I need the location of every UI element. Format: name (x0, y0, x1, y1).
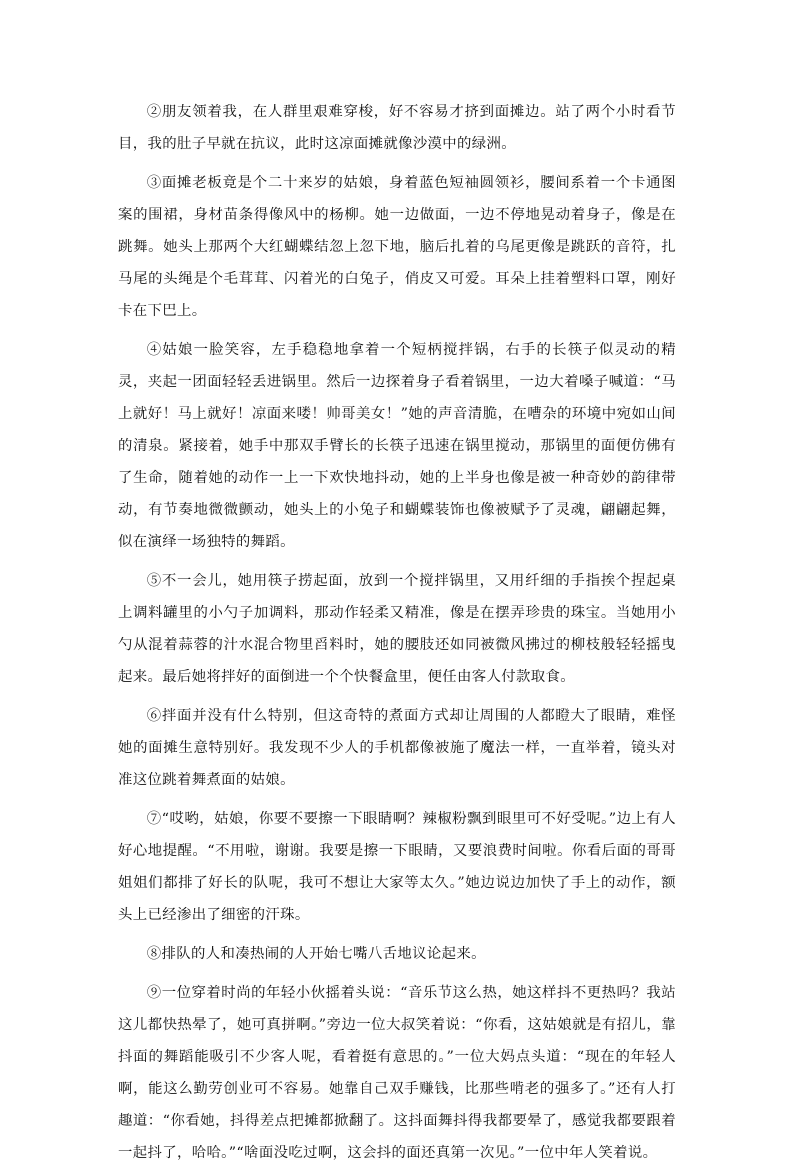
paragraph-8: ⑧排队的人和凑热闹的人开始七嘴八舌地议论起来。 (146, 946, 486, 962)
paragraph-6: ⑥拌面并没有什么特别，但这奇特的煮面方式却让周围的人都瞪大了眼睛，难怪她的面摊生意特别好。我发现不少人的手机都像被施了魔法一样，一直举着，镜头对准这位跳着舞煮面的姑娘。 (118, 708, 676, 788)
paragraph-3: ③面摊老板竟是个二十来岁的姑娘，身着蓝色短袖圆领衫，腰间系着一个卡通图案的围裙，身材苗条得像风中的杨柳。她一边做面，一边不停地晃动着身子，像是在跳舞。她头上那两个大红蝴蝶结忽上忽下地，脑后扎着的乌尾更像是跳跃的音符，扎马尾的头绳是个毛茸茸、闪着光的白兔子，俏皮又可爱。耳朵上挂着塑料口罩，刚好卡在下巴上。 (118, 175, 676, 319)
article-body (118, 96, 676, 1176)
paragraph-2: ②朋友领着我，在人群里艰难穿梭，好不容易才挤到面摊边。站了两个小时看节目，我的肚子早就在抗议，此时这凉面摊就像沙漠中的绿洲。 (118, 104, 676, 152)
paragraph-7: ⑦“哎哟，姑娘，你要不要擦一下眼睛啊？辣椒粉飘到眼里可不好受呢。”边上有人好心地提醒。“不用啦，谢谢。我要是擦一下眼睛，又要浪费时间啦。你看后面的哥哥姐姐们都排了好长的队呢，我可不想让大家等太久。”她边说边加快了手上的动作，额头上已经渗出了细密的汗珠。 (118, 811, 676, 923)
paragraph-5: ⑤不一会儿，她用筷子捞起面，放到一个搅拌锅里，又用纤细的手指挨个捏起桌上调料罐里的小勺子加调料，那动作轻柔又精准，像是在摆弄珍贵的珠宝。当她用小勺从混着蒜蓉的汁水混合物里舀料时，她的腰肢还如同被微风拂过的柳枝般轻轻摇曳起来。最后她将拌好的面倒进一个个快餐盒里，便任由客人付款取食。 (118, 573, 676, 685)
paragraph-4: ④姑娘一脸笑容，左手稳稳地拿着一个短柄搅拌锅，右手的长筷子似灵动的精灵，夹起一团面轻轻丢进锅里。然后一边探着身子看着锅里，一边大着嗓子喊道：“马上就好！马上就好！凉面来喽！帅哥美女！”她的声音清脆，在嘈杂的环境中宛如山间的清泉。紧接着，她手中那双手臂长的长筷子迅速在锅里搅动，那锅里的面便仿佛有了生命，随着她的动作一上一下欢快地抖动，她的上半身也像是被一种奇妙的韵律带动，有节奏地微微颤动，她头上的小兔子和蝴蝶装饰也像被赋予了灵魂，翩翩起舞，似在演绎一场独特的舞蹈。 (118, 342, 676, 550)
paragraph-9: ⑨一位穿着时尚的年轻小伙摇着头说：“音乐节这么热，她这样抖不更热吗？我站这儿都快热晕了，她可真拼啊。”旁边一位大叔笑着说：“你看，这姑娘就是有招儿，靠抖面的舞蹈能吸引不少客人呢，看着挺有意思的。”一位大妈点头道：“现在的年轻人啊，能这么勤劳创业可不容易。她靠自己双手赚钱，比那些啃老的强多了。”还有人打趣道：“你看她，抖得差点把摊都掀翻了。这抖面舞抖得我都要晕了，感觉我都要跟着一起抖了，哈哈。”“啥面没吃过啊，这会抖的面还真第一次见。”一位中年人笑着说。 (118, 985, 676, 1161)
